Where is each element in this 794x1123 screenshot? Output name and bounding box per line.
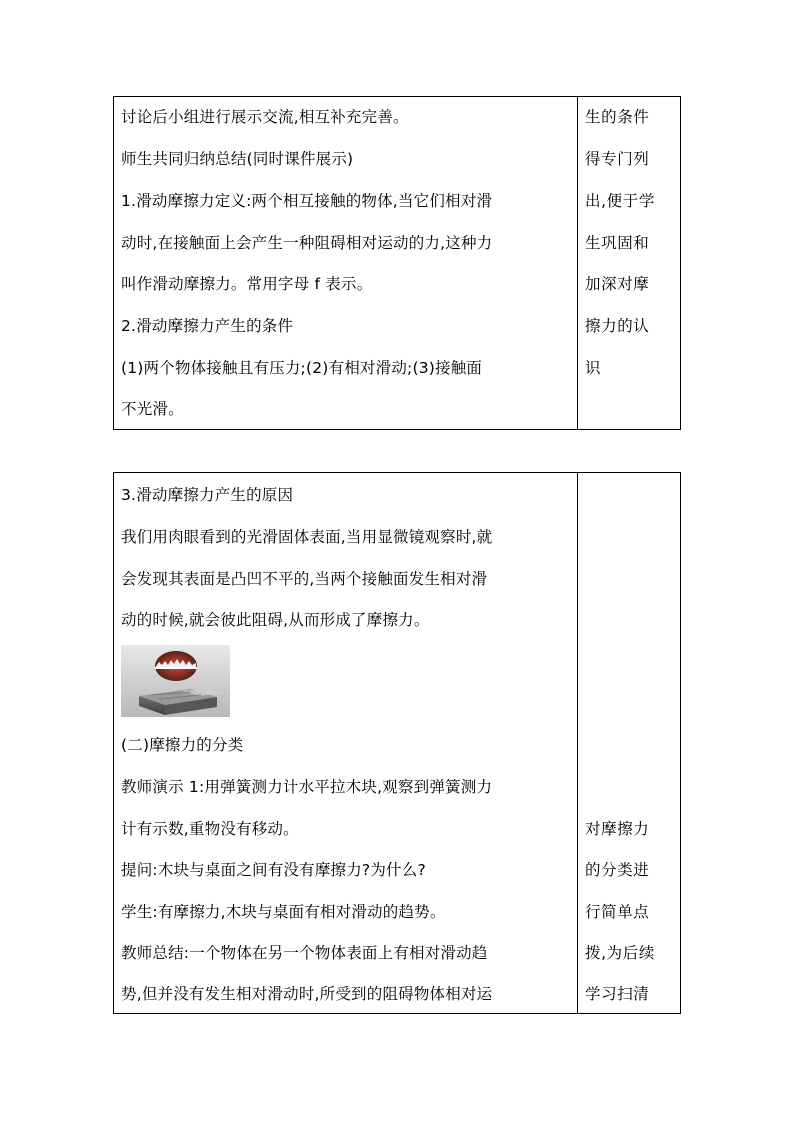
table2-line-4: 动的时候,就会彼此阻碍,从而形成了摩擦力。 [121, 611, 430, 629]
lesson-table-2 [113, 472, 681, 1014]
table1-side-line-4: 生巩固和 [585, 234, 650, 252]
table1-side-line-2: 得专门列 [585, 150, 650, 168]
table1-line-3: 1.滑动摩擦力定义:两个相互接触的物体,当它们相对滑 [121, 192, 493, 210]
microscope-surface-image [121, 645, 230, 717]
lesson-table-1 [113, 96, 681, 430]
table2-line-5: (二)摩擦力的分类 [121, 736, 244, 754]
table1-main-cell [114, 97, 578, 429]
table1-side-line-6: 擦力的认 [585, 317, 650, 335]
table1-line-8: 不光滑。 [121, 400, 184, 418]
table1-line-4: 动时,在接触面上会产生一种阻碍相对运动的力,这种力 [121, 234, 493, 252]
table2-side-line-5: 学习扫清 [585, 985, 650, 1003]
table1-side-line-1: 生的条件 [585, 108, 650, 126]
table2-line-3: 会发现其表面是凸凹不平的,当两个接触面发生相对滑 [121, 570, 488, 588]
table1-line-1: 讨论后小组进行展示交流,相互补充完善。 [121, 108, 409, 126]
table2-line-2: 我们用肉眼看到的光滑固体表面,当用显微镜观察时,就 [121, 528, 493, 546]
table2-line-7: 计有示数,重物没有移动。 [121, 820, 299, 838]
table2-main-cell [114, 473, 578, 1013]
table2-line-9: 学生:有摩擦力,木块与桌面有相对滑动的趋势。 [121, 903, 446, 921]
table1-side-cell [578, 97, 680, 429]
table2-line-11: 势,但并没有发生相对滑动时,所受到的阻碍物体相对运 [121, 985, 493, 1003]
table2-line-10: 教师总结:一个物体在另一个物体表面上有相对滑动趋 [121, 944, 488, 962]
table2-line-6: 教师演示 1:用弹簧测力计水平拉木块,观察到弹簧测力 [121, 778, 493, 796]
table1-line-6: 2.滑动摩擦力产生的条件 [121, 317, 294, 335]
table1-side-line-7: 识 [585, 359, 602, 377]
table1-side-line-5: 加深对摩 [585, 275, 650, 293]
table2-line-1: 3.滑动摩擦力产生的原因 [121, 486, 294, 504]
table1-line-7: (1)两个物体接触且有压力;(2)有相对滑动;(3)接触面 [121, 359, 483, 377]
table2-side-line-1: 对摩擦力 [585, 820, 650, 838]
table2-side-cell [578, 473, 680, 1013]
table2-side-line-2: 的分类进 [585, 861, 650, 879]
table1-line-2: 师生共同归纳总结(同时课件展示) [121, 150, 354, 168]
table2-side-line-4: 拨,为后续 [585, 944, 655, 962]
table2-line-8: 提问:木块与桌面之间有没有摩擦力?为什么? [121, 861, 426, 879]
table1-line-5: 叫作滑动摩擦力。常用字母 f 表示。 [121, 275, 373, 293]
table1-side-line-3: 出,便于学 [585, 192, 655, 210]
table2-side-line-3: 行简单点 [585, 903, 650, 921]
